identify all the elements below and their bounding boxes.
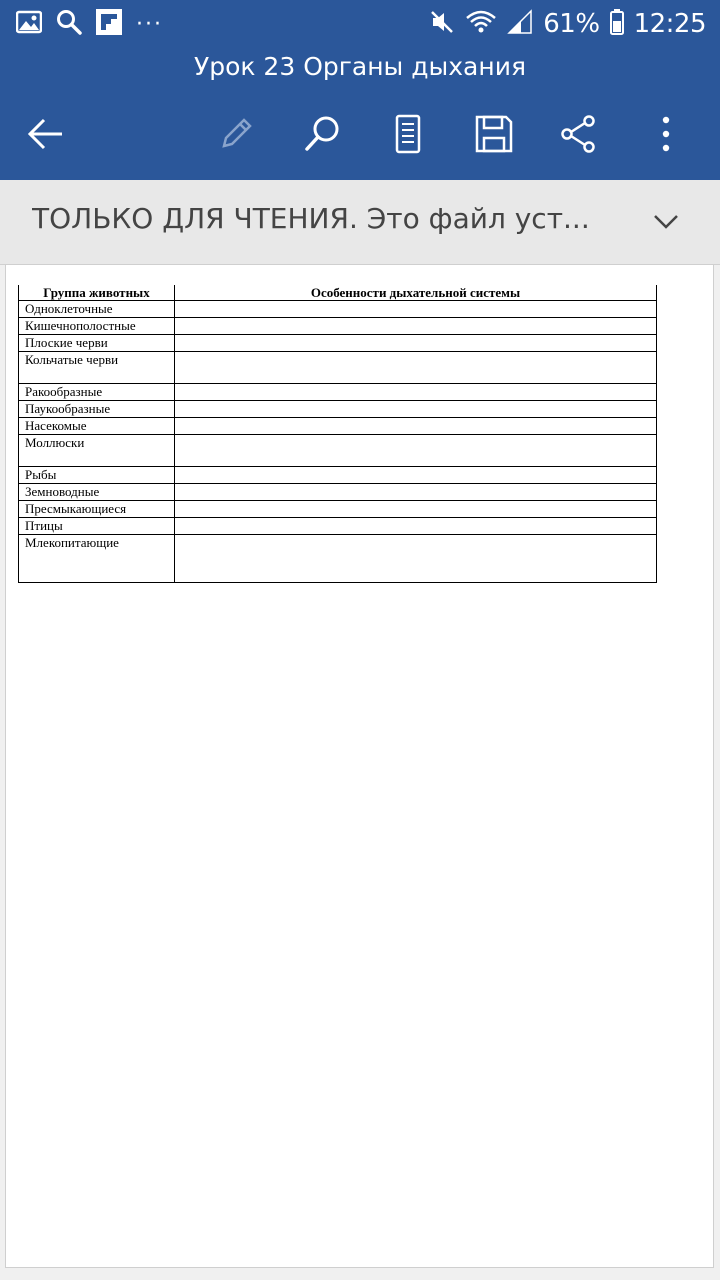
column-header-features: Особенности дыхательной системы <box>175 285 657 301</box>
battery-icon <box>610 9 624 40</box>
table-row <box>19 484 657 501</box>
respiratory-features-cell[interactable] <box>175 501 657 518</box>
mobile-view-button[interactable] <box>384 110 432 158</box>
table-row <box>19 418 657 435</box>
respiratory-features-cell[interactable] <box>175 467 657 484</box>
table-row <box>19 467 657 484</box>
flipboard-icon <box>96 9 122 40</box>
table-row <box>19 401 657 418</box>
back-button[interactable] <box>22 110 70 158</box>
table-row <box>19 335 657 352</box>
pencil-icon <box>216 114 256 154</box>
chevron-down-icon <box>650 206 682 238</box>
animal-group-cell: Одноклеточные <box>19 301 175 318</box>
respiratory-features-cell[interactable] <box>175 352 657 384</box>
wifi-icon <box>465 9 497 40</box>
read-only-banner[interactable] <box>0 180 720 265</box>
table-row <box>19 318 657 335</box>
respiratory-features-cell[interactable] <box>175 384 657 401</box>
signal-icon <box>507 9 533 40</box>
table-row <box>19 518 657 535</box>
more-options-button[interactable] <box>642 110 690 158</box>
document-page[interactable] <box>5 264 714 1268</box>
search-button[interactable] <box>298 110 346 158</box>
back-arrow-icon <box>26 114 66 154</box>
animal-group-cell: Пресмыкающиеся <box>19 501 175 518</box>
search-notification-icon <box>56 9 82 40</box>
animal-group-cell: Насекомые <box>19 418 175 435</box>
mute-icon <box>429 9 455 40</box>
table-row <box>19 501 657 518</box>
expand-banner-button[interactable] <box>650 206 682 238</box>
read-only-message: ТОЛЬКО ДЛЯ ЧТЕНИЯ. Это файл уст... <box>32 202 590 235</box>
animal-group-cell: Ракообразные <box>19 384 175 401</box>
animal-group-cell: Млекопитающие <box>19 535 175 583</box>
share-icon <box>559 114 599 154</box>
mobile-view-icon <box>388 114 428 154</box>
table-row <box>19 352 657 384</box>
respiratory-features-cell[interactable] <box>175 518 657 535</box>
respiratory-features-cell[interactable] <box>175 435 657 467</box>
animal-group-cell: Рыбы <box>19 467 175 484</box>
respiratory-features-cell[interactable] <box>175 484 657 501</box>
table-row <box>19 301 657 318</box>
more-vertical-icon <box>646 114 686 154</box>
animal-group-cell: Моллюски <box>19 435 175 467</box>
animal-group-cell: Плоские черви <box>19 335 175 352</box>
respiratory-features-cell[interactable] <box>175 318 657 335</box>
search-icon <box>302 114 342 154</box>
document-title: Урок 23 Органы дыхания <box>193 52 526 81</box>
app-bar <box>0 48 720 180</box>
battery-percent: 61% <box>543 9 600 39</box>
table-row <box>19 435 657 467</box>
animal-group-cell: Паукообразные <box>19 401 175 418</box>
respiratory-features-cell[interactable] <box>175 418 657 435</box>
animal-group-cell: Птицы <box>19 518 175 535</box>
respiratory-features-cell[interactable] <box>175 335 657 352</box>
clock: 12:25 <box>633 9 706 39</box>
status-bar <box>0 0 720 48</box>
respiratory-features-cell[interactable] <box>175 535 657 583</box>
respiratory-features-cell[interactable] <box>175 401 657 418</box>
table-row <box>19 384 657 401</box>
table-header-row <box>19 285 657 301</box>
animal-group-cell: Земноводные <box>19 484 175 501</box>
edit-button[interactable] <box>212 110 260 158</box>
respiratory-table <box>18 285 657 583</box>
more-notifications-icon: ··· <box>136 11 163 37</box>
column-header-group: Группа животных <box>19 285 175 301</box>
respiratory-features-cell[interactable] <box>175 301 657 318</box>
gallery-icon <box>16 10 42 39</box>
share-button[interactable] <box>555 110 603 158</box>
animal-group-cell: Кольчатые черви <box>19 352 175 384</box>
save-icon <box>474 114 514 154</box>
table-row <box>19 535 657 583</box>
animal-group-cell: Кишечнополостные <box>19 318 175 335</box>
save-button[interactable] <box>470 110 518 158</box>
